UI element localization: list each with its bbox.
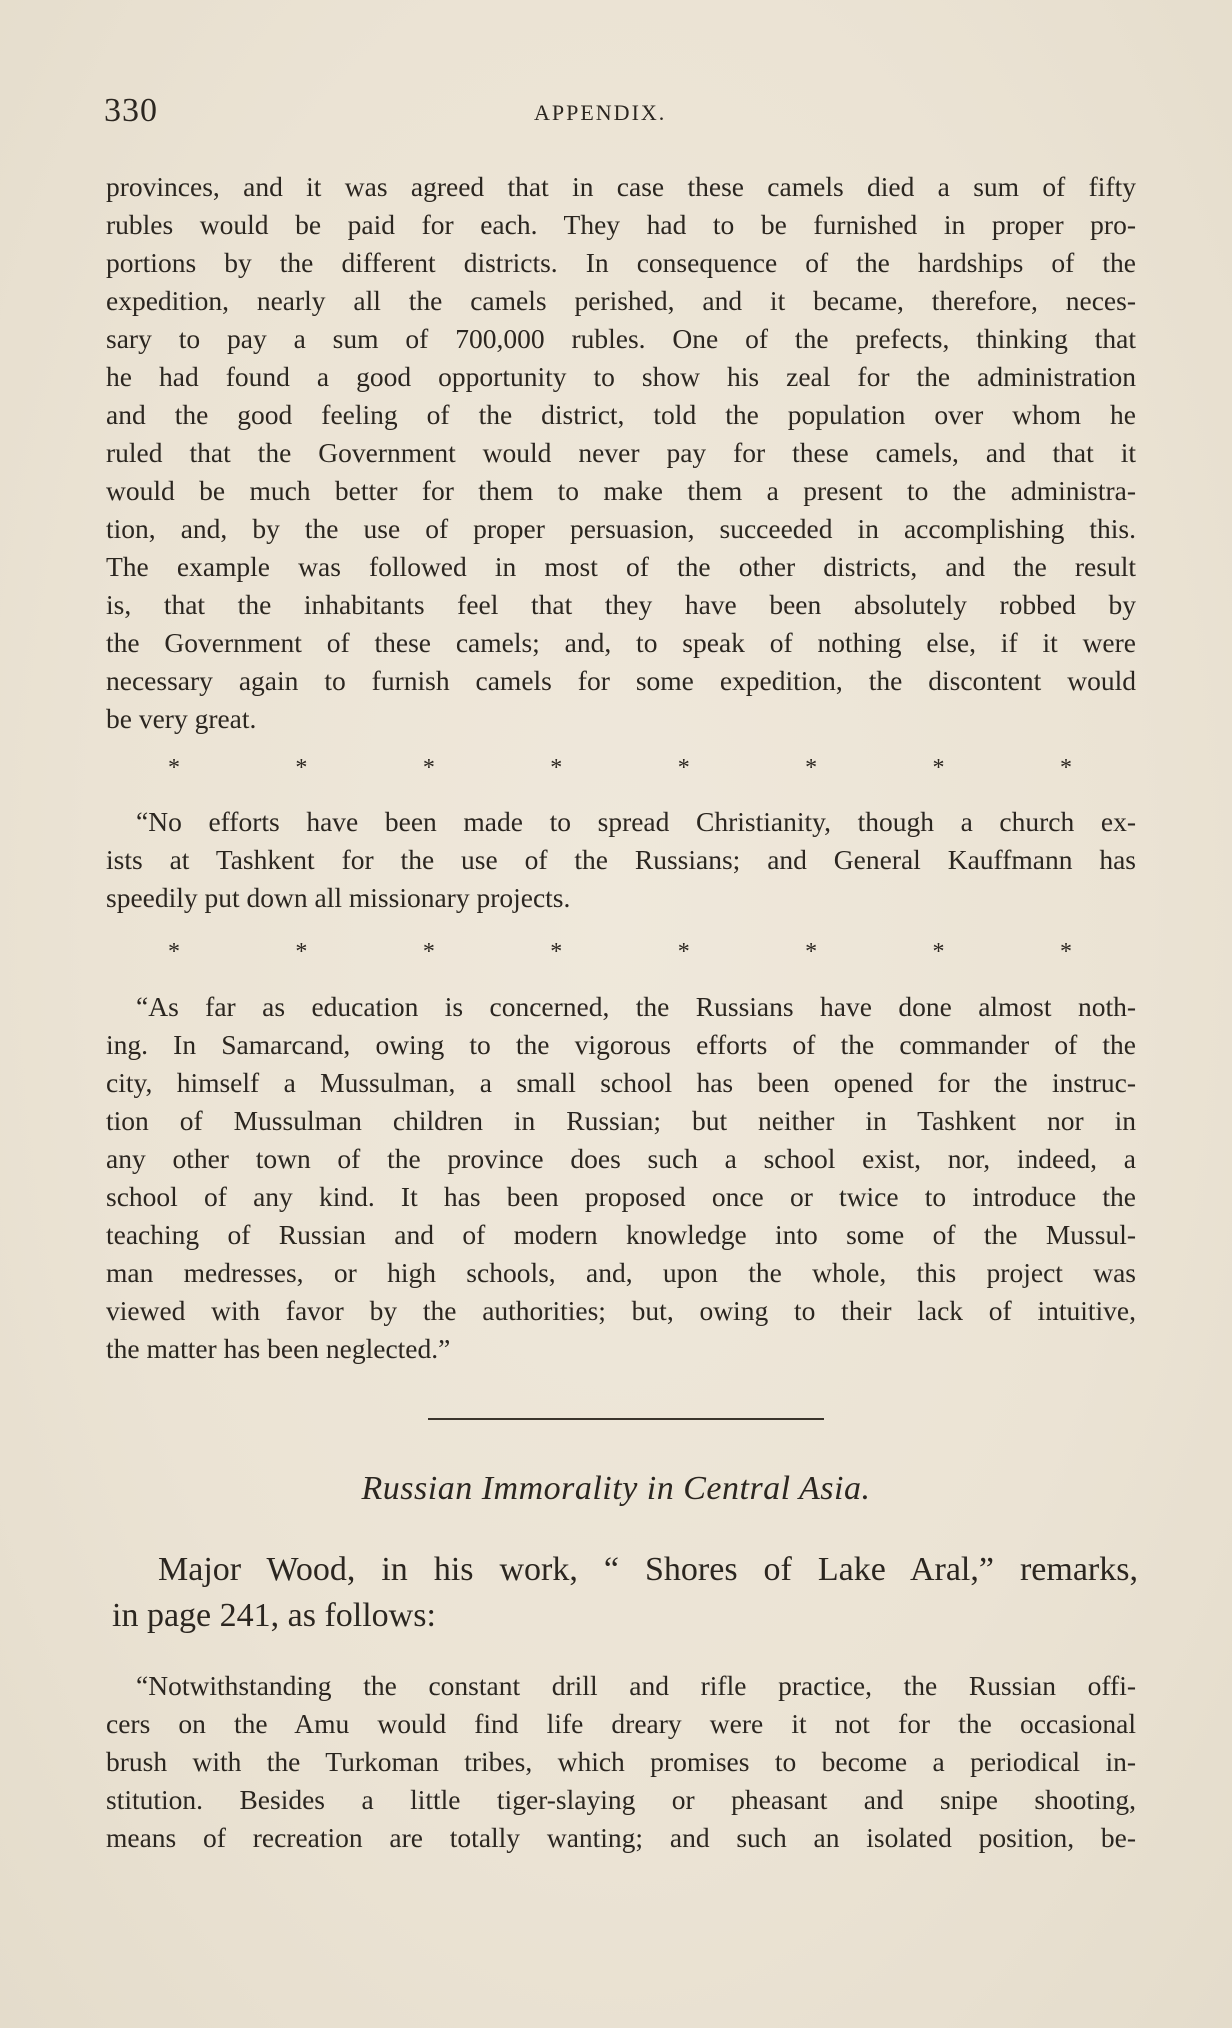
text-line: necessary again to furnish camels for some expedition, the discontent would [106,665,1136,696]
asterisk: * [422,755,435,781]
text-line: ists at Tashkent for the use of the Russians; and General Kauffmann has [106,844,1136,875]
paragraph-quotation-wood [106,1667,1136,1857]
asterisk: * [550,939,563,965]
asterisk: * [932,939,945,965]
asterisk: * [168,939,180,965]
asterisk: * [1059,755,1072,781]
lead-line: in page 241, as follows: [112,1597,436,1634]
text-line: “Notwithstanding the constant drill and rifle practice, the Russian offi- [136,1670,1136,1701]
asterisk: * [677,755,690,781]
text-line: and the good feeling of the district, told the population over whom he [106,399,1136,430]
text-line: cers on the Amu would find life dreary were it not for the occasional [106,1708,1136,1739]
text-line: tion, and, by the use of proper persuasion, succeeded in accomplishing this. [106,513,1136,544]
text-line: the Government of these camels; and, to speak of nothing else, if it were [106,627,1136,658]
text-line: ing. In Samarcand, owing to the vigorous efforts of the commander of the [106,1029,1136,1060]
running-head [104,92,1136,138]
text-line: is, that the inhabitants feel that they have been absolutely robbed by [106,589,1136,620]
text-line: expedition, nearly all the camels perished, and it became, therefore, neces- [106,285,1136,316]
asterism-separator [168,937,1072,967]
asterisk: * [1059,939,1072,965]
section-lead [112,1547,1138,1639]
text-line: any other town of the province does such a school exist, nor, indeed, a [106,1143,1136,1174]
text-line: means of recreation are totally wanting; and such an isolated position, be- [106,1822,1136,1853]
text-line: stitution. Besides a little tiger-slaying or pheasant and snipe shooting, [106,1784,1136,1815]
asterisk: * [422,939,435,965]
lead-line: Major Wood, in his work, “ Shores of Lake Aral,” remarks, [158,1551,1138,1588]
text-line: “No efforts have been made to spread Christianity, though a church ex- [136,806,1136,837]
paragraph-christianity [106,803,1136,917]
section-divider [428,1418,824,1420]
text-line: school of any kind. It has been proposed once or twice to introduce the [106,1181,1136,1212]
text-line: would be much better for them to make them a present to the administra- [106,475,1136,506]
section-heading: Russian Immorality in Central Asia. [361,1470,871,1507]
page-number: 330 [104,92,158,129]
text-line: man medresses, or high schools, and, upon the whole, this project was [106,1257,1136,1288]
running-title: APPENDIX. [534,100,667,125]
asterisk: * [295,755,308,781]
asterisk: * [805,755,818,781]
paragraph-education [106,988,1136,1368]
paragraph-provinces-camels [106,168,1136,738]
asterisk: * [295,939,308,965]
text-line: tion of Mussulman children in Russian; but neither in Tashkent nor in [106,1105,1136,1136]
asterisk: * [550,755,563,781]
text-line: portions by the different districts. In consequence of the hardships of the [106,247,1136,278]
text-line: viewed with favor by the authorities; but, owing to their lack of intuitive, [106,1295,1136,1326]
asterisk: * [805,939,818,965]
text-line: city, himself a Mussulman, a small school has been opened for the instruc- [106,1067,1136,1098]
text-line: the matter has been neglected.” [106,1333,451,1364]
text-line: be very great. [106,703,257,734]
text-line: he had found a good opportunity to show his zeal for the administration [106,361,1136,392]
text-line: provinces, and it was agreed that in case these camels died a sum of fifty [106,171,1136,202]
text-line: teaching of Russian and of modern knowledge into some of the Mussul- [106,1219,1136,1250]
text-line: rubles would be paid for each. They had to be furnished in proper pro- [106,209,1136,240]
asterisk: * [932,755,945,781]
text-line: ruled that the Government would never pay for these camels, and that it [106,437,1136,468]
asterisk: * [168,755,180,781]
text-line: The example was followed in most of the other districts, and the result [106,551,1136,582]
text-line: “As far as education is concerned, the Russians have done almost noth- [136,991,1136,1022]
asterism-separator [168,753,1072,783]
text-line: speedily put down all missionary projects. [106,882,571,913]
asterisk: * [677,939,690,965]
text-line: sary to pay a sum of 700,000 rubles. One of the prefects, thinking that [106,323,1136,354]
text-line: brush with the Turkoman tribes, which promises to become a periodical in- [106,1746,1136,1777]
